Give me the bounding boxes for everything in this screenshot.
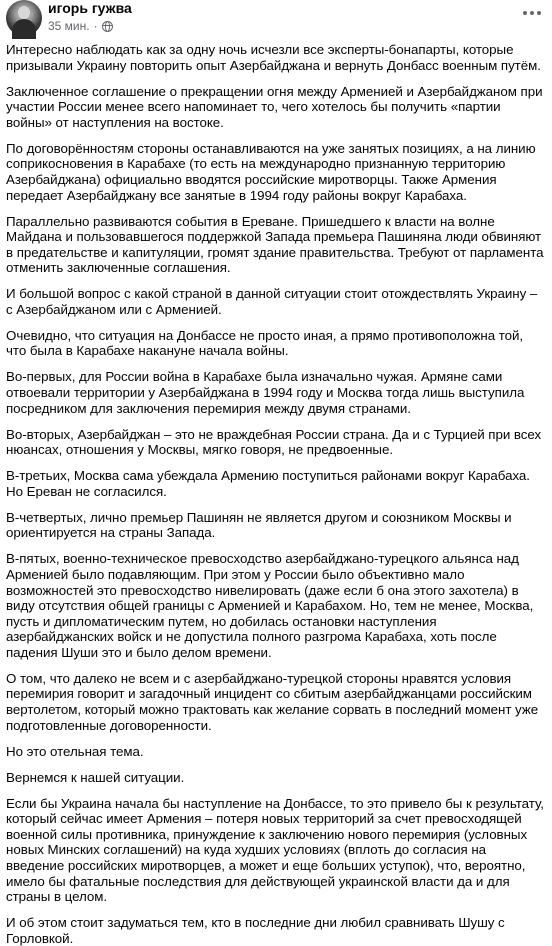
post-paragraph: Но это отельная тема. [6,743,144,759]
post-paragraph: В-пятых, военно-техническое превосходство азербайджано-турецкого альянса над Арменией было подавляющим. При этом у России было объективно мало возможностей это превосходство нивелировать (даже если б она этого захотела) в виду отсутствия общей границы с Арменией и Карабахом. Но, тем не менее, Москва, пусть и дипломатическим путем, но добилась остановки наступления азербайджанских войск и не допустила полного разгрома Карабаха, хоть после падения Шуши это и было делом времени. [6,551,534,660]
post-text [0,36,552,946]
post-meta [48,19,552,33]
post-paragraph: Параллельно развиваются события в Ереване. Пришедшего к власти на волне Майдана и пользовавшегося поддержкой Запада премьера Пашиняна люди обвиняют в предательстве и капитуляции, громят здание правительства. Требуют от парламента отменить заключенные соглашения. [6,213,544,276]
post-paragraph: И большой вопрос с какой страной в данной ситуации стоит отождествлять Украину – с Азербайджаном или с Арменией. [6,286,538,317]
post-paragraph: Очевидно, что ситуация на Донбассе не просто иная, а прямо противоположна той, что была в Карабахе накануне начала войны. [6,327,524,359]
author-name[interactable]: игорь гужва [48,0,132,16]
post-timestamp[interactable]: 35 мин. [48,19,90,33]
post-paragraph: Если бы Украина начала бы наступление на Донбассе, то это привело бы к результату, который сейчас имеет Армения – потеря новых территорий за счет превосходящей военной силы противника, принуждение к заключению нового перемирия (условных новых Минских соглашений) на куда худших условиях (вплоть до согласия на введение российских миротворцев, а может и еще больших уступок), что, вероятно, имело бы фатальные последствия для действующей украинской власти да и для страны в целом. [6,795,544,905]
post-paragraph: По договорённостям стороны останавливаются на уже занятых позициях, а на линию соприкосновения в Карабахе (то есть на международно признанную территорию Азербайджана) официально вводятся российские миротворцы. Также Армения передает Азербайджану все занятые в 1994 году районы вокруг Карабаха. [6,140,536,203]
post-header [0,0,552,36]
post-paragraph: О том, что далеко не всем и с азербайджано-турецкой стороны нравятся условия перемирия говорит и загадочный инцидент со сбитым азербайджанцами российским вертолетом, который можно трактовать как желание сорвать в последний момент уже подготовленные договоренности. [6,670,539,733]
post-paragraph: Во-вторых, Азербайджан – это не враждебная России страна. Да и с Турцией при всех нюансах, отношения у Москвы, мягко говоря, не предвоенные. [6,426,542,458]
more-options-button[interactable] [518,3,546,23]
post-paragraph: Интересно наблюдать как за одну ночь исчезли все эксперты-бонапарты, которые призывали Украину повторить опыт Азербайджана и вернуть Донбасс военным путём. [6,42,541,73]
avatar[interactable] [6,0,42,36]
globe-icon[interactable] [102,21,113,32]
more-horizontal-icon [523,11,527,15]
post-paragraph: В-третьих, Москва сама убеждала Армению поступиться районами вокруг Карабаха. Но Ереван не согласился. [6,468,530,499]
post-paragraph: Во-первых, для России война в Карабахе была изначально чужая. Армяне сами отвоевали территории у Азербайджана в 1994 году и Москва тогда лишь выступила посредником для заключения перемирия между двумя странами. [6,369,525,416]
post-paragraph: Вернемся к нашей ситуации. [6,769,185,785]
post-paragraph: И об этом стоит задуматься тем, кто в последние дни любил сравнивать Шушу с Горловкой. [6,915,505,946]
post-paragraph: Заключенное соглашение о прекращении огня между Арменией и Азербайджаном при участии России менее всего напоминает то, чего хотелось бы получить «партии войны» от наступления на востоке. [6,83,543,130]
meta-separator: · [93,19,98,33]
post-paragraph: В-четвертых, лично премьер Пашинян не является другом и союзником Москвы и ориентируется на страны Запада. [6,509,512,541]
